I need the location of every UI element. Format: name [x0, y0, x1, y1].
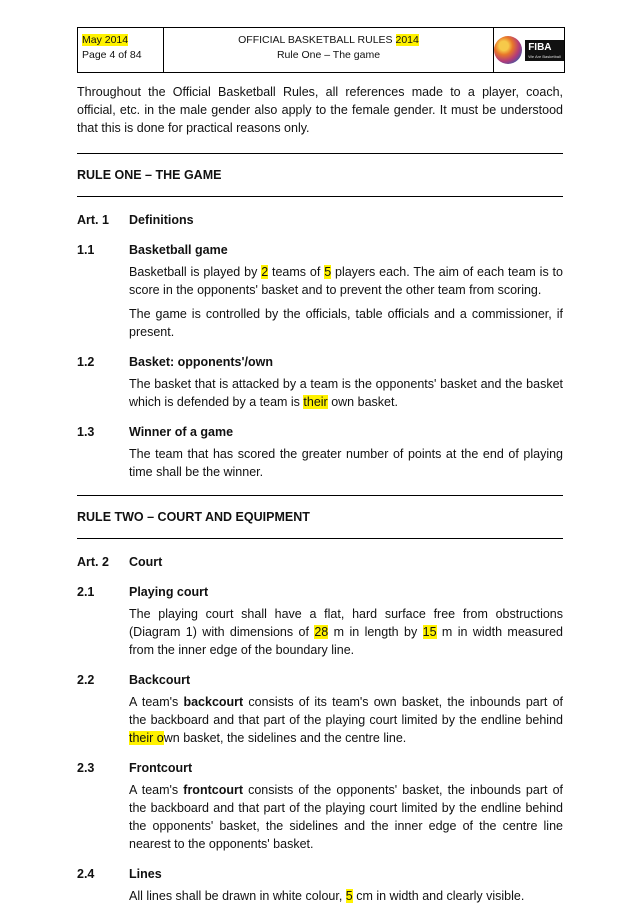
- fiba-logo-tagline: We Are Basketball: [528, 53, 561, 59]
- fiba-wordmark: [525, 40, 564, 61]
- section-1-3-paragraph: The team that has scored the greater number of points at the end of playing time shall be the winner.: [129, 447, 563, 479]
- article-number: Art. 1: [77, 213, 109, 227]
- section-1-1-paragraph-2: The game is controlled by the officials, table officials and a commissioner, if present.: [129, 307, 563, 339]
- section-1-1-heading: [77, 241, 563, 259]
- rule-two-title: RULE TWO – COURT AND EQUIPMENT: [77, 510, 310, 524]
- section-number: 2.1: [77, 585, 95, 599]
- section-2-1-heading: [77, 583, 563, 601]
- header-title-year: 2014: [395, 34, 419, 46]
- section-title: Winner of a game: [129, 425, 234, 439]
- section-number: 1.1: [77, 243, 95, 257]
- highlighted-word: their o: [129, 731, 164, 745]
- header-title: [164, 33, 493, 48]
- header-logo-cell: [494, 28, 564, 72]
- header-date: May 2014: [82, 34, 129, 46]
- divider: [77, 196, 563, 197]
- basketball-icon: [494, 36, 522, 64]
- highlighted-number: 2: [261, 265, 269, 279]
- header-title-main: OFFICIAL BASKETBALL RULES: [238, 34, 393, 46]
- section-number: 2.2: [77, 673, 95, 687]
- section-number: 2.3: [77, 761, 95, 775]
- article-1-heading: [77, 211, 563, 229]
- highlighted-number: 5: [345, 889, 353, 903]
- section-title: Lines: [129, 867, 162, 881]
- section-number: 1.3: [77, 425, 95, 439]
- section-number: 2.4: [77, 867, 95, 881]
- highlighted-number: 28: [314, 625, 329, 639]
- section-2-2-paragraph: A team's backcourt consists of its team's own basket, the inbounds part of the backboard and that part of the playing court limited by the endline behind their own basket, the sidelines and the centre line.: [129, 695, 563, 745]
- article-title: Definitions: [129, 213, 194, 227]
- section-2-4-heading: [77, 865, 563, 883]
- highlighted-number: 15: [422, 625, 437, 639]
- fiba-logo-text: FIBA: [528, 41, 552, 53]
- section-title: Frontcourt: [129, 761, 193, 775]
- section-1-1-paragraph-1: Basketball is played by 2 teams of 5 players each. The aim of each team is to score in the opponents' basket and to prevent the other team from scoring.: [129, 265, 563, 297]
- rule-one-title: RULE ONE – THE GAME: [77, 168, 222, 182]
- section-title: Basket: opponents'/own: [129, 355, 273, 369]
- section-2-1-paragraph: The playing court shall have a flat, hard surface free from obstructions (Diagram 1) with dimensions of 28 m in length by 15 m in width measured from the inner edge of the boundary line.: [129, 607, 563, 657]
- section-2-3-heading: [77, 759, 563, 777]
- section-title: Basketball game: [129, 243, 228, 257]
- section-1-2-paragraph: The basket that is attacked by a team is the opponents' basket and the basket which is defended by a team is their own basket.: [129, 377, 563, 409]
- page-header: [77, 27, 565, 73]
- defined-term: backcourt: [183, 695, 244, 709]
- fiba-logo: [494, 36, 564, 64]
- section-2-3-paragraph: A team's frontcourt consists of the opponents' basket, the inbounds part of the backboard and that part of the playing court limited by the endline behind the opponents' basket, the sidelines and the inner edge of the centre line nearest to the opponents' basket.: [129, 783, 563, 851]
- article-title: Court: [129, 555, 163, 569]
- header-title-cell: [164, 28, 494, 72]
- section-2-2-heading: [77, 671, 563, 689]
- header-left-cell: [78, 28, 164, 72]
- intro-paragraph: Throughout the Official Basketball Rules, all references made to a player, coach, official, etc. in the male gender also apply to the female gender. It must be understood that this is done for practical reasons only.: [77, 85, 563, 135]
- divider: [77, 538, 563, 539]
- section-number: 1.2: [77, 355, 95, 369]
- page-content: [77, 83, 563, 905]
- header-subtitle: Rule One – The game: [276, 49, 381, 61]
- section-1-2-heading: [77, 353, 563, 371]
- section-1-3-heading: [77, 423, 563, 441]
- defined-term: frontcourt: [183, 783, 243, 797]
- highlighted-word: their: [303, 395, 328, 409]
- section-title: Playing court: [129, 585, 209, 599]
- header-page-number: Page 4 of 84: [82, 49, 142, 61]
- highlighted-number: 5: [324, 265, 332, 279]
- section-title: Backcourt: [129, 673, 191, 687]
- section-2-4-paragraph: All lines shall be drawn in white colour, 5 cm in width and clearly visible.: [129, 889, 525, 903]
- article-number: Art. 2: [77, 555, 109, 569]
- article-2-heading: [77, 553, 563, 571]
